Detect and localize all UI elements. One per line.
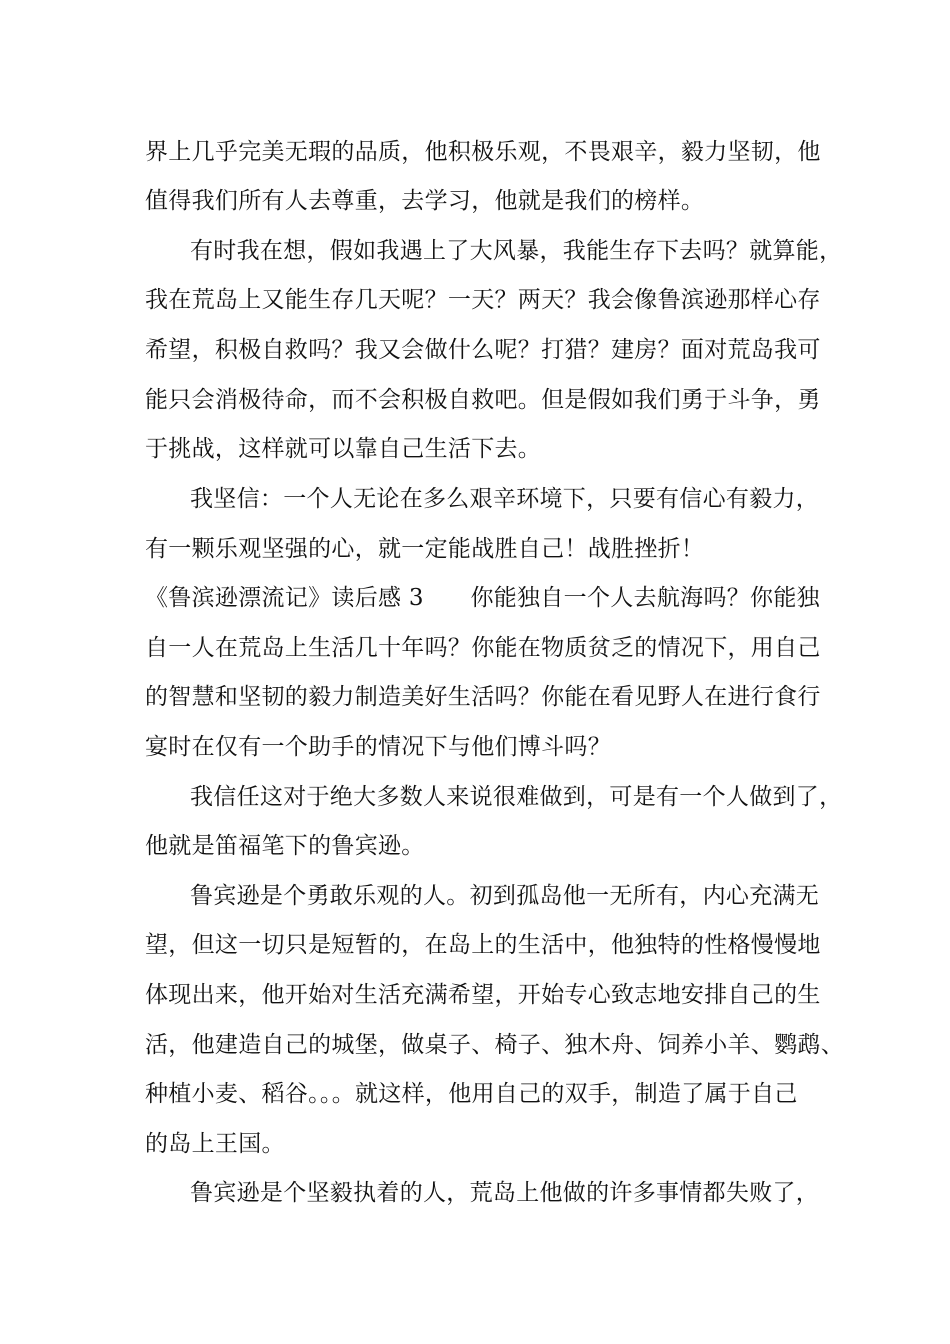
paragraph-start-line: 我信任这对于绝大多数人来说很难做到，可是有一个人做到了， xyxy=(190,784,843,810)
text-line: 活，他建造自己的城堡，做桌子、椅子、独木舟、饲养小羊、鹦鹉、 xyxy=(145,1032,844,1058)
text-line: 种植小麦、稻谷。。。就这样，他用自己的双手，制造了属于自己 xyxy=(145,1081,798,1107)
text-line: 界上几乎完美无瑕的品质，他积极乐观，不畏艰辛，毅力坚韧，他 xyxy=(145,139,821,165)
text-line: 我在荒岛上又能生存几天呢？一天？两天？我会像鲁滨逊那样心存 xyxy=(145,287,821,313)
text-line: 能只会消极待命，而不会积极自救吧。但是假如我们勇于斗争，勇 xyxy=(145,387,821,413)
paragraph-start-line: 鲁宾逊是个坚毅执着的人，荒岛上他做的许多事情都失败了， xyxy=(190,1180,820,1206)
text-line: 于挑战，这样就可以靠自己生活下去。 xyxy=(145,436,542,462)
text-line: 的智慧和坚韧的毅力制造美好生活吗？你能在看见野人在进行食行 xyxy=(145,684,821,710)
text-line: 值得我们所有人去尊重，去学习，他就是我们的榜样。 xyxy=(145,188,705,214)
text-line: 希望，积极自救吗？我又会做什么呢？打猎？建房？面对荒岛我可 xyxy=(145,337,821,363)
text-line: 他就是笛福笔下的鲁宾逊。 xyxy=(145,833,425,859)
text-line: 体现出来，他开始对生活充满希望，开始专心致志地安排自己的生 xyxy=(145,982,821,1008)
text-line: 有一颗乐观坚强的心，就一定能战胜自己！战胜挫折！ xyxy=(145,536,705,562)
text-line: 自一人在荒岛上生活几十年吗？你能在物质贫乏的情况下，用自己 xyxy=(145,635,821,661)
paragraph-start-line: 我坚信：一个人无论在多么艰辛环境下，只要有信心有毅力， xyxy=(190,486,820,512)
section-title-line: 《鲁滨逊漂流记》读后感 3 你能独自一个人去航海吗？你能独 xyxy=(145,585,820,611)
paragraph-start-line: 有时我在想，假如我遇上了大风暴，我能生存下去吗？就算能， xyxy=(190,238,843,264)
paragraph-start-line: 鲁宾逊是个勇敢乐观的人。初到孤岛他一无所有，内心充满无 xyxy=(190,883,820,909)
text-line: 的岛上王国。 xyxy=(145,1131,285,1157)
text-line: 望，但这一切只是短暂的，在岛上的生活中，他独特的性格慢慢地 xyxy=(145,932,821,958)
text-line: 宴时在仅有一个助手的情况下与他们博斗吗？ xyxy=(145,734,611,760)
